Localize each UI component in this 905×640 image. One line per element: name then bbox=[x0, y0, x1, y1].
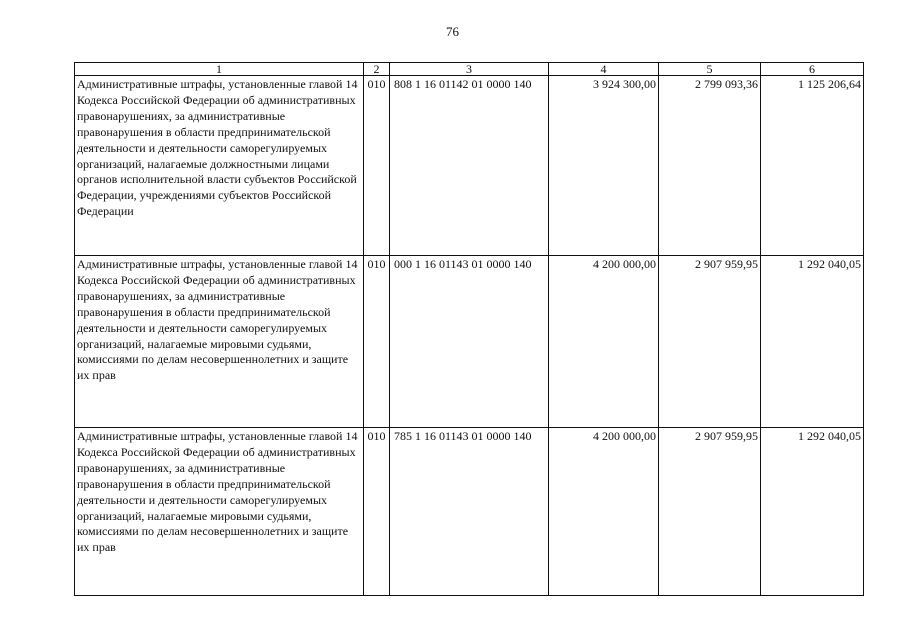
table-row bbox=[75, 256, 864, 428]
column-header: 5 bbox=[659, 63, 761, 76]
col5-amount-cell: 2 907 959,95 bbox=[659, 256, 761, 428]
table-header-row bbox=[75, 63, 864, 76]
column-header: 4 bbox=[549, 63, 659, 76]
table-row bbox=[75, 76, 864, 256]
col6-amount-cell: 1 125 206,64 bbox=[761, 76, 864, 256]
admin-code-cell: 010 bbox=[364, 428, 390, 596]
col4-amount-cell: 3 924 300,00 bbox=[549, 76, 659, 256]
page-number: 76 bbox=[446, 24, 459, 39]
revenue-name-cell: Административные штрафы, установленные главой 14 Кодекса Российской Федерации об административных правонарушениях, за административные правонарушения в области предпринимательской деятельности и деятельности саморегулируемых организаций, налагаемые мировыми судьями, комиссиями по делам несовершеннолетних и защите их прав bbox=[75, 256, 364, 428]
col6-amount-cell: 1 292 040,05 bbox=[761, 256, 864, 428]
col5-amount-cell: 2 799 093,36 bbox=[659, 76, 761, 256]
table-row bbox=[75, 428, 864, 596]
column-header: 1 bbox=[75, 63, 364, 76]
revenue-name-cell: Административные штрафы, установленные главой 14 Кодекса Российской Федерации об административных правонарушениях, за административные правонарушения в области предпринимательской деятельности и деятельности саморегулируемых организаций, налагаемые должностными лицами органов исполнительной власти субъектов Российской Федерации, учреждениями субъектов Российской Федерации bbox=[75, 76, 364, 256]
column-header: 2 bbox=[364, 63, 390, 76]
budget-code-cell: 000 1 16 01143 01 0000 140 bbox=[390, 256, 549, 428]
admin-code-cell: 010 bbox=[364, 76, 390, 256]
budget-code-cell: 808 1 16 01142 01 0000 140 bbox=[390, 76, 549, 256]
admin-code-cell: 010 bbox=[364, 256, 390, 428]
col4-amount-cell: 4 200 000,00 bbox=[549, 428, 659, 596]
col5-amount-cell: 2 907 959,95 bbox=[659, 428, 761, 596]
col6-amount-cell: 1 292 040,05 bbox=[761, 428, 864, 596]
column-header: 6 bbox=[761, 63, 864, 76]
revenue-name-cell: Административные штрафы, установленные главой 14 Кодекса Российской Федерации об административных правонарушениях, за административные правонарушения в области предпринимательской деятельности и деятельности саморегулируемых организаций, налагаемые мировыми судьями, комиссиями по делам несовершеннолетних и защите их прав bbox=[75, 428, 364, 596]
column-header: 3 bbox=[390, 63, 549, 76]
col4-amount-cell: 4 200 000,00 bbox=[549, 256, 659, 428]
budget-code-cell: 785 1 16 01143 01 0000 140 bbox=[390, 428, 549, 596]
budget-table bbox=[74, 62, 864, 596]
